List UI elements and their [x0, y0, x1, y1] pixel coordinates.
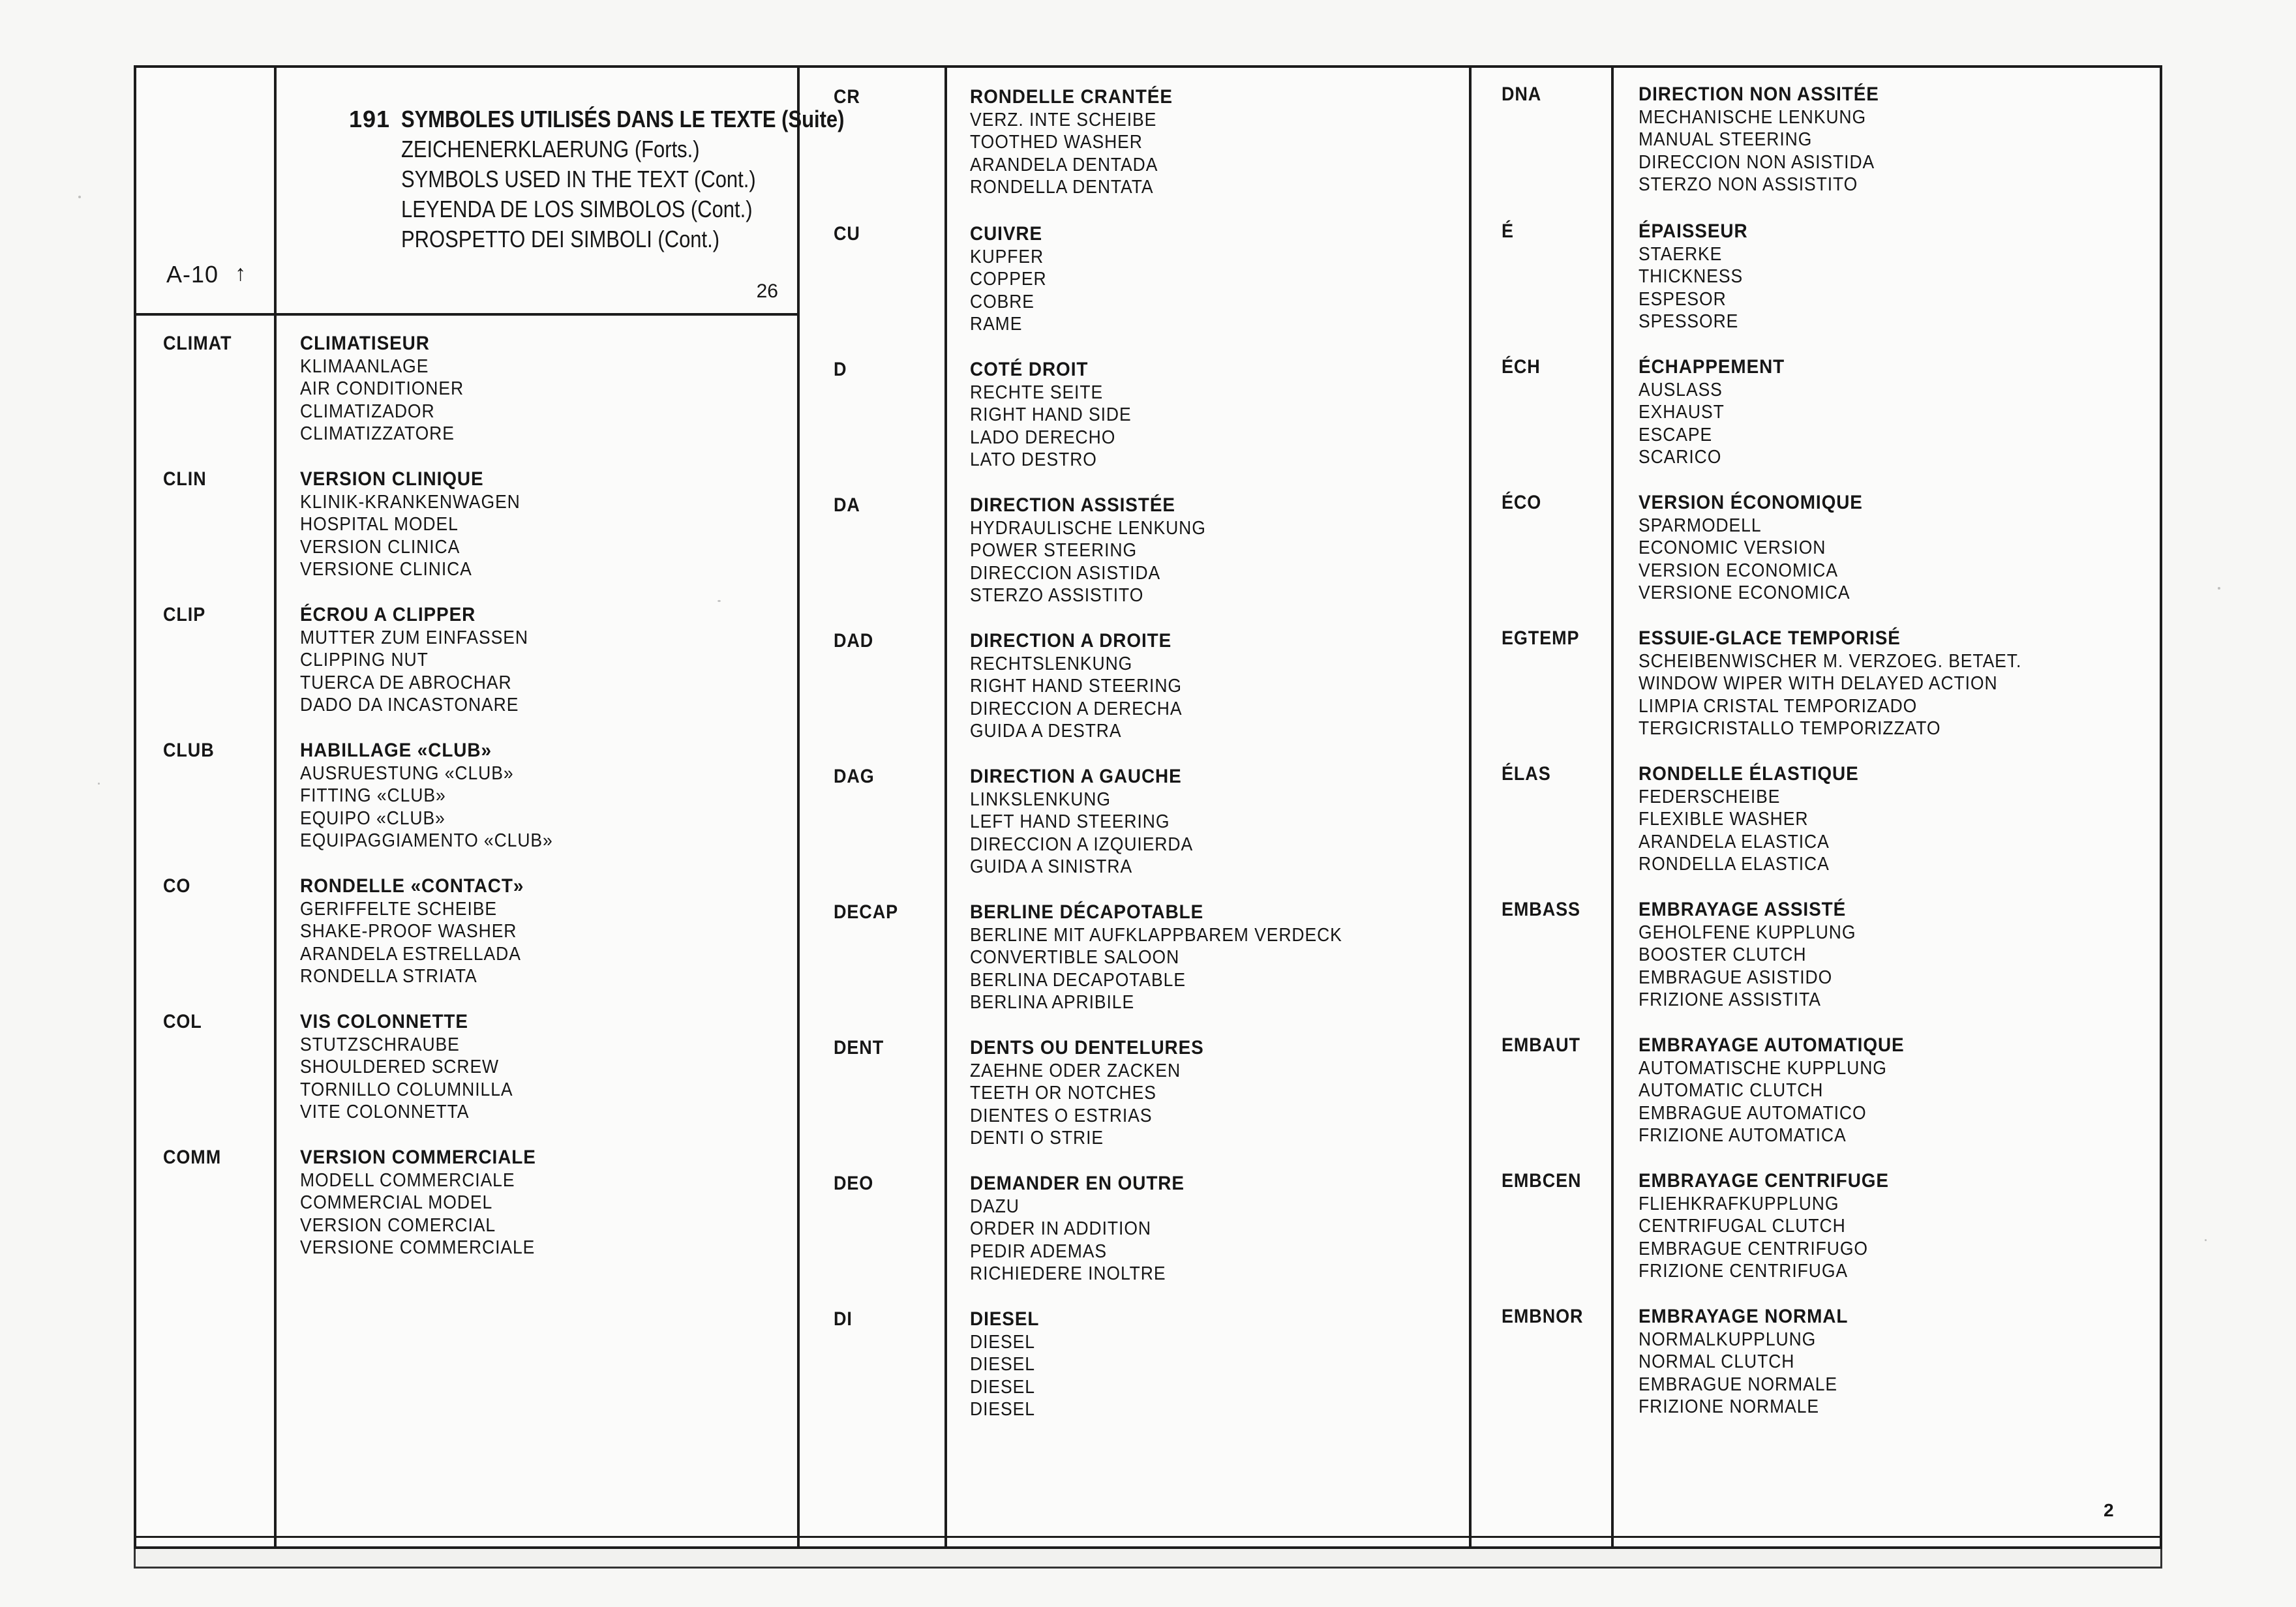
term-es: TUERCA DE ABROCHAR — [300, 672, 512, 693]
term-fr: RONDELLE ÉLASTIQUE — [1639, 763, 1859, 785]
term-de: SCHEIBENWISCHER M. VERZOEG. BETAET. — [1639, 650, 2022, 672]
term-de: DIESEL — [970, 1331, 1035, 1353]
term-es: EQUIPO «CLUB» — [300, 807, 446, 829]
term-en: ORDER IN ADDITION — [970, 1218, 1151, 1240]
symbol-abbr: COMM — [163, 1147, 222, 1168]
term-de: FEDERSCHEIBE — [1639, 786, 1781, 807]
symbol-abbr: DNA — [1502, 83, 1542, 105]
term-de: MECHANISCHE LENKUNG — [1639, 106, 1867, 128]
term-it: SPESSORE — [1639, 311, 1739, 333]
term-en: POWER STEERING — [970, 540, 1138, 562]
term-es: DIESEL — [970, 1376, 1035, 1398]
term-en: TOOTHED WASHER — [970, 132, 1143, 153]
symbol-terms — [300, 1147, 536, 1259]
term-it: RICHIEDERE INOLTRE — [970, 1263, 1166, 1285]
term-de: GERIFFELTE SCHEIBE — [300, 898, 497, 920]
title-it: PROSPETTO DEI SIMBOLI (Cont.) — [401, 226, 720, 252]
term-en: CENTRIFUGAL CLUTCH — [1639, 1216, 1846, 1237]
scan-speck — [78, 196, 81, 198]
term-en: HOSPITAL MODEL — [300, 514, 459, 535]
symbol-terms — [1639, 356, 1785, 469]
term-es: EMBRAGUE CENTRIFUGO — [1639, 1238, 1868, 1259]
term-en: BOOSTER CLUTCH — [1639, 944, 1807, 966]
symbol-terms — [970, 494, 1206, 607]
symbol-abbr: DI — [834, 1308, 853, 1330]
term-fr: DIESEL — [970, 1308, 1040, 1330]
term-de: DAZU — [970, 1195, 1020, 1217]
term-es: DIENTES O ESTRIAS — [970, 1105, 1153, 1126]
term-fr: ÉCHAPPEMENT — [1639, 356, 1785, 378]
term-fr: DIRECTION A DROITE — [970, 630, 1172, 652]
term-es: BERLINA DECAPOTABLE — [970, 969, 1186, 991]
term-en: CLIPPING NUT — [300, 650, 429, 671]
term-fr: CUIVRE — [970, 223, 1043, 245]
term-en: TEETH OR NOTCHES — [970, 1083, 1156, 1104]
symbol-terms — [1639, 220, 1748, 333]
term-it: VERSIONE COMMERCIALE — [300, 1237, 536, 1259]
term-it: RONDELLA DENTATA — [970, 177, 1154, 198]
symbol-abbr: É — [1502, 220, 1514, 242]
column-rule — [1611, 65, 1614, 1549]
symbol-abbr: COL — [163, 1011, 202, 1032]
symbol-terms — [300, 875, 524, 988]
section-number: 191 — [349, 106, 391, 132]
term-it: VERSIONE CLINICA — [300, 559, 472, 580]
symbol-terms — [970, 901, 1342, 1014]
term-en: WINDOW WIPER WITH DELAYED ACTION — [1639, 673, 1998, 695]
term-es: TORNILLO COLUMNILLA — [300, 1079, 513, 1100]
page-number: 2 — [2104, 1500, 2114, 1520]
symbol-abbr: CLIN — [163, 468, 207, 490]
symbol-abbr: DAG — [834, 766, 875, 787]
term-en: SHOULDERED SCREW — [300, 1057, 500, 1078]
symbol-terms — [300, 604, 528, 717]
symbol-terms — [1639, 492, 1863, 605]
symbol-terms — [970, 223, 1047, 336]
term-es: DIRECCION A DERECHA — [970, 698, 1183, 719]
symbol-abbr: D — [834, 359, 847, 380]
term-fr: VERSION ÉCONOMIQUE — [1639, 492, 1863, 513]
term-en: EXHAUST — [1639, 402, 1725, 423]
term-en: FLEXIBLE WASHER — [1639, 809, 1809, 830]
term-it: GUIDA A DESTRA — [970, 721, 1122, 742]
term-it: LATO DESTRO — [970, 449, 1097, 471]
symbol-terms — [300, 468, 521, 581]
symbol-abbr: EGTEMP — [1502, 627, 1580, 649]
term-de: BERLINE MIT AUFKLAPPBAREM VERDECK — [970, 924, 1342, 946]
symbol-abbr: ÉCO — [1502, 492, 1542, 513]
symbol-terms — [1639, 83, 1879, 196]
term-fr: DIRECTION ASSISTÉE — [970, 494, 1175, 516]
symbol-abbr: EMBAUT — [1502, 1034, 1580, 1056]
scan-speck — [98, 783, 100, 785]
term-fr: VERSION COMMERCIALE — [300, 1147, 536, 1168]
reference-code: A-10 — [166, 261, 219, 288]
symbol-abbr: ÉCH — [1502, 356, 1541, 378]
term-en: AUTOMATIC CLUTCH — [1639, 1080, 1824, 1102]
symbol-abbr: CO — [163, 875, 191, 897]
symbol-abbr: CLIMAT — [163, 333, 232, 354]
term-de: FLIEHKRAFKUPPLUNG — [1639, 1193, 1839, 1214]
symbol-terms — [1639, 627, 2021, 740]
title-es: LEYENDA DE LOS SIMBOLOS (Cont.) — [401, 196, 753, 222]
term-fr: DEMANDER EN OUTRE — [970, 1173, 1185, 1194]
symbol-abbr: CLUB — [163, 740, 215, 761]
symbol-terms — [300, 333, 464, 445]
column-rule — [1469, 65, 1472, 1549]
section-header — [134, 65, 845, 313]
symbol-terms — [970, 766, 1193, 879]
term-de: RECHTE SEITE — [970, 382, 1104, 403]
term-it: RAME — [970, 314, 1023, 335]
symbol-terms — [1639, 1306, 1848, 1419]
term-de: STAERKE — [1639, 243, 1723, 265]
term-es: VERSION COMERCIAL — [300, 1214, 496, 1236]
symbol-abbr: EMBASS — [1502, 899, 1580, 920]
term-en: ECONOMIC VERSION — [1639, 537, 1826, 559]
scan-speck — [2205, 1239, 2207, 1241]
symbol-abbr: EMBCEN — [1502, 1170, 1582, 1192]
symbol-terms — [300, 1011, 513, 1124]
term-fr: DENTS OU DENTELURES — [970, 1037, 1204, 1059]
term-de: AUSRUESTUNG «CLUB» — [300, 762, 514, 784]
term-it: FRIZIONE AUTOMATICA — [1639, 1125, 1847, 1147]
symbol-abbr: DAD — [834, 630, 874, 652]
term-en: CONVERTIBLE SALOON — [970, 947, 1180, 969]
term-en: NORMAL CLUTCH — [1639, 1351, 1795, 1373]
term-fr: EMBRAYAGE NORMAL — [1639, 1306, 1849, 1327]
term-it: BERLINA APRIBILE — [970, 992, 1135, 1014]
term-en: COMMERCIAL MODEL — [300, 1192, 493, 1214]
header-rule — [134, 313, 799, 316]
term-it: FRIZIONE NORMALE — [1639, 1396, 1820, 1418]
term-de: AUTOMATISCHE KUPPLUNG — [1639, 1057, 1887, 1079]
title-en: SYMBOLS USED IN THE TEXT (Cont.) — [401, 166, 756, 192]
term-fr: BERLINE DÉCAPOTABLE — [970, 901, 1204, 923]
term-es: ARANDELA DENTADA — [970, 154, 1158, 175]
term-de: LINKSLENKUNG — [970, 788, 1111, 810]
symbol-terms — [970, 1037, 1204, 1150]
scan-speck — [2218, 587, 2220, 590]
term-es: DIRECCION A IZQUIERDA — [970, 834, 1194, 855]
column-rule — [944, 65, 947, 1549]
title-fr: SYMBOLES UTILISÉS DANS LE TEXTE (Suite) — [401, 106, 845, 132]
symbol-abbr: ÉLAS — [1502, 763, 1551, 785]
symbol-terms — [1639, 1170, 1889, 1283]
footer-rule — [134, 1536, 2162, 1538]
term-en: SHAKE-PROOF WASHER — [300, 921, 517, 942]
term-es: VERSION CLINICA — [300, 536, 461, 558]
term-de: STUTZSCHRAUBE — [300, 1034, 460, 1055]
term-fr: EMBRAYAGE ASSISTÉ — [1639, 899, 1847, 920]
term-de: KLINIK-KRANKENWAGEN — [300, 491, 521, 513]
term-es: VERSION ECONOMICA — [1639, 560, 1838, 581]
term-it: DENTI O STRIE — [970, 1128, 1104, 1149]
term-es: ESCAPE — [1639, 424, 1713, 445]
term-en: FITTING «CLUB» — [300, 785, 446, 807]
term-it: FRIZIONE CENTRIFUGA — [1639, 1261, 1849, 1282]
term-en: AIR CONDITIONER — [300, 378, 464, 400]
term-es: LADO DERECHO — [970, 427, 1116, 448]
bottom-strip — [134, 1549, 2162, 1569]
term-de: MUTTER ZUM EINFASSEN — [300, 627, 528, 648]
term-de: SPARMODELL — [1639, 515, 1762, 536]
term-de: AUSLASS — [1639, 379, 1723, 400]
term-it: VERSIONE ECONOMICA — [1639, 582, 1850, 604]
term-de: KLIMAANLAGE — [300, 355, 429, 377]
term-de: GEHOLFENE KUPPLUNG — [1639, 922, 1856, 943]
term-es: CLIMATIZADOR — [300, 400, 435, 422]
term-it: SCARICO — [1639, 447, 1722, 468]
term-fr: ÉCROU A CLIPPER — [300, 604, 476, 625]
symbol-terms — [970, 1173, 1185, 1285]
term-it: CLIMATIZZATORE — [300, 423, 455, 445]
term-fr: DIRECTION A GAUCHE — [970, 766, 1182, 787]
term-es: DIRECCION ASISTIDA — [970, 562, 1161, 584]
term-it: DADO DA INCASTONARE — [300, 695, 519, 716]
symbol-abbr: DEO — [834, 1173, 874, 1194]
term-en: RIGHT HAND STEERING — [970, 676, 1182, 697]
term-fr: ÉPAISSEUR — [1639, 220, 1748, 242]
term-de: ZAEHNE ODER ZACKEN — [970, 1060, 1181, 1081]
term-fr: RONDELLE CRANTÉE — [970, 86, 1173, 108]
term-it: RONDELLA STRIATA — [300, 966, 477, 987]
term-fr: RONDELLE «CONTACT» — [300, 875, 524, 897]
symbol-terms — [1639, 763, 1859, 876]
term-it: FRIZIONE ASSISTITA — [1639, 989, 1821, 1011]
term-es: ESPESOR — [1639, 288, 1727, 310]
term-it: RONDELLA ELASTICA — [1639, 854, 1830, 875]
term-es: LIMPIA CRISTAL TEMPORIZADO — [1639, 695, 1918, 717]
symbol-abbr: DECAP — [834, 901, 899, 923]
symbol-terms — [970, 1308, 1039, 1421]
term-de: HYDRAULISCHE LENKUNG — [970, 517, 1206, 539]
term-fr: VIS COLONNETTE — [300, 1011, 468, 1032]
term-fr: CLIMATISEUR — [300, 333, 430, 354]
term-it: TERGICRISTALLO TEMPORIZZATO — [1639, 718, 1941, 740]
term-es: ARANDELA ESTRELLADA — [300, 943, 521, 965]
term-en: COPPER — [970, 269, 1047, 290]
term-fr: VERSION CLINIQUE — [300, 468, 484, 490]
term-es: COBRE — [970, 291, 1035, 312]
term-de: MODELL COMMERCIALE — [300, 1169, 515, 1191]
symbol-terms — [1639, 899, 1856, 1012]
symbol-abbr: EMBNOR — [1502, 1306, 1584, 1327]
symbol-terms — [1639, 1034, 1905, 1147]
term-es: ARANDELA ELASTICA — [1639, 831, 1830, 852]
term-de: RECHTSLENKUNG — [970, 653, 1133, 674]
term-fr: EMBRAYAGE AUTOMATIQUE — [1639, 1034, 1905, 1056]
arrow-up-icon: ↑ — [235, 261, 246, 286]
symbol-terms — [300, 740, 553, 852]
term-es: PEDIR ADEMAS — [970, 1240, 1108, 1262]
symbol-abbr: DA — [834, 494, 860, 516]
term-es: DIRECCION NON ASISTIDA — [1639, 151, 1875, 173]
symbol-abbr: CU — [834, 223, 860, 245]
term-en: RIGHT HAND SIDE — [970, 404, 1132, 426]
term-it: STERZO ASSISTITO — [970, 585, 1144, 607]
symbol-terms — [970, 630, 1182, 743]
term-it: EQUIPAGGIAMENTO «CLUB» — [300, 830, 553, 852]
term-de: VERZ. INTE SCHEIBE — [970, 109, 1157, 130]
term-de: KUPFER — [970, 246, 1044, 267]
term-de: NORMALKUPPLUNG — [1639, 1329, 1817, 1350]
term-it: GUIDA A SINISTRA — [970, 856, 1133, 878]
term-fr: HABILLAGE «CLUB» — [300, 740, 492, 761]
term-en: THICKNESS — [1639, 266, 1744, 288]
term-fr: DIRECTION NON ASSITÉE — [1639, 83, 1879, 105]
term-es: EMBRAGUE ASISTIDO — [1639, 967, 1833, 988]
scan-speck — [718, 600, 721, 602]
term-en: MANUAL STEERING — [1639, 129, 1813, 151]
term-it: STERZO NON ASSISTITO — [1639, 174, 1858, 196]
term-es: EMBRAGUE AUTOMATICO — [1639, 1102, 1867, 1124]
term-en: DIESEL — [970, 1354, 1035, 1375]
term-it: DIESEL — [970, 1399, 1035, 1420]
term-en: LEFT HAND STEERING — [970, 811, 1170, 833]
term-es: EMBRAGUE NORMALE — [1639, 1374, 1838, 1395]
symbol-abbr: CLIP — [163, 604, 206, 625]
page-reference: 26 — [756, 280, 778, 302]
term-it: VITE COLONNETTA — [300, 1102, 470, 1123]
symbol-terms — [970, 86, 1173, 199]
term-fr: COTÉ DROIT — [970, 359, 1089, 380]
symbol-abbr: CR — [834, 86, 860, 108]
symbol-terms — [970, 359, 1132, 472]
term-fr: ESSUIE-GLACE TEMPORISÉ — [1639, 627, 1901, 649]
term-fr: EMBRAYAGE CENTRIFUGE — [1639, 1170, 1889, 1192]
title-de: ZEICHENERKLAERUNG (Forts.) — [401, 136, 700, 162]
symbol-abbr: DENT — [834, 1037, 884, 1059]
